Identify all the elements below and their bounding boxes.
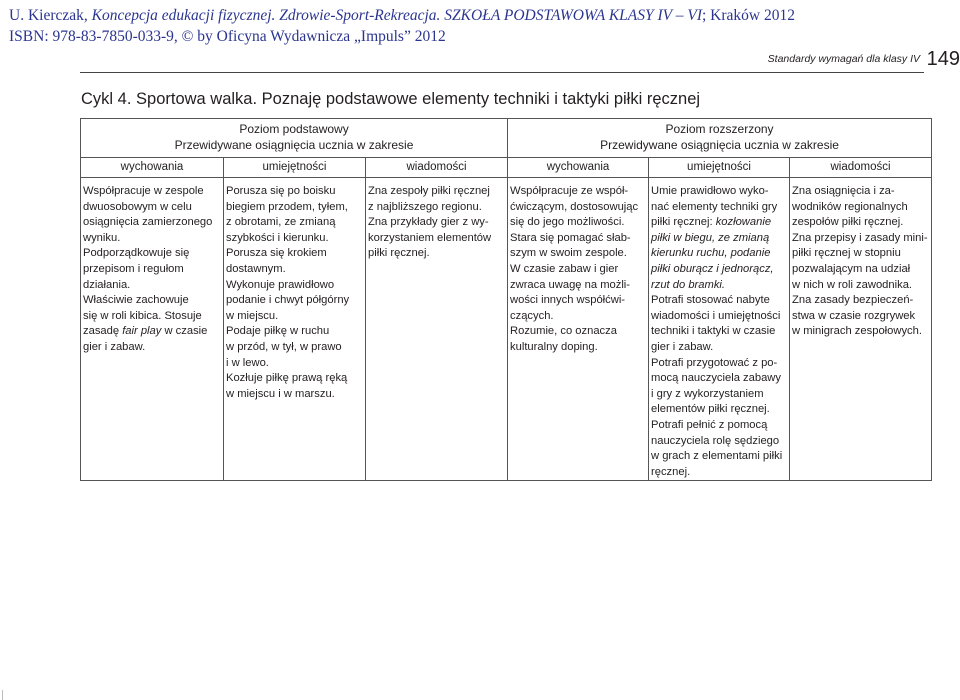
cell-line: Potrafi przygotować z po- <box>651 356 778 369</box>
cell-line: Podaje piłkę w ruchu <box>226 325 330 338</box>
cell-knowledge-basic <box>366 178 508 481</box>
cell-line: techniki i taktyki w czasie <box>651 325 776 338</box>
cell-line: Umie prawidłowo wyko- <box>651 185 769 197</box>
cell-line: się do jego możliwości. <box>510 216 625 229</box>
cell-line: zwraca uwagę na możli- <box>510 278 631 291</box>
cell-line: się w roli kibica. Stosuje <box>83 309 202 322</box>
cell-line: zespołów piłki ręcznej. <box>792 216 904 229</box>
category-header-row <box>81 158 932 178</box>
cell-line: podanie i chwyt półgórny <box>226 294 350 307</box>
cell-line: Potrafi pełnić z pomocą <box>651 418 768 431</box>
cell-line: Wykonuje prawidłowo <box>226 278 335 291</box>
cell-line: ćwiczącym, dostosowując <box>510 200 639 213</box>
cell-line: Współpracuje ze współ- <box>510 185 629 197</box>
cell-line: wiadomości i umiejętności <box>651 309 781 322</box>
cell-line: Rozumie, co oznacza <box>510 325 617 338</box>
level-header-row <box>81 119 932 158</box>
level-extended-subtitle: Przewidywane osiągnięcia ucznia w zakresie <box>600 138 839 152</box>
cell-line: w minigrach zespołowych. <box>792 325 922 338</box>
cell-line: nać elementy techniki gry <box>651 200 778 213</box>
cell-line: czących. <box>510 309 554 322</box>
cell-line: Zna przepisy i zasady mini- <box>792 231 928 244</box>
cell-line: Podporządkowuje się <box>83 247 190 260</box>
cycle-title: Cykl 4. Sportowa walka. Poznaję podstawowe elementy techniki i taktyki piłki ręcznej <box>81 90 701 108</box>
cell-line: działania. <box>83 278 131 291</box>
cell-line: Zna osiągnięcia i za- <box>792 185 895 197</box>
level-extended <box>508 119 932 158</box>
cell-line: w nich w roli zawodnika. <box>792 278 913 291</box>
cell-line: i gry z wykorzystaniem <box>651 387 764 400</box>
cell-upbringing-extended <box>508 178 649 481</box>
cell-skills-extended <box>649 178 790 481</box>
cell-line: Zna zasady bezpieczeń- <box>792 294 914 307</box>
cell-line: Zna przykłady gier z wy- <box>368 216 489 229</box>
category-knowledge-extended: wiadomości <box>790 158 932 178</box>
cell-line: elementów piłki ręcznej. <box>651 403 770 416</box>
cell-line: osiągnięcia zamierzonego <box>83 216 213 229</box>
cell-line: W czasie zabaw i gier <box>510 262 619 275</box>
cell-line: Współpracuje w zespole <box>83 185 204 197</box>
level-basic-title: Poziom podstawowy <box>239 122 349 136</box>
header-divider <box>80 72 924 73</box>
standards-label: Standardy wymagań dla klasy IV <box>767 53 920 65</box>
cell-line: gier i zabaw. <box>651 340 714 353</box>
cell-line: Porusza się krokiem <box>226 247 327 260</box>
level-basic <box>81 119 508 158</box>
cell-line: w miejscu i w marszu. <box>226 387 335 400</box>
cell-line: ręcznej. <box>651 465 691 478</box>
cell-line: zasadę fair play w czasie <box>83 325 208 338</box>
cell-line: Właściwie zachowuje <box>83 294 189 307</box>
cell-line: pozwalającym na udział <box>792 262 911 275</box>
category-upbringing-extended: wychowania <box>508 158 649 178</box>
cell-line: wyniku. <box>83 231 121 244</box>
cell-line: dwuosobowym w celu <box>83 200 192 213</box>
cell-line: z najbliższego regionu. <box>368 200 482 213</box>
cell-line: Potrafi stosować nabyte <box>651 294 770 307</box>
cell-line: z obrotami, ze zmianą <box>226 216 336 229</box>
content-row <box>81 178 932 481</box>
cell-line: w miejscu. <box>226 309 279 322</box>
header-title: Koncepcja edukacji fizycznej. Zdrowie-Sport-Rekreacja. SZKOŁA PODSTAWOWA KLASY IV – VI <box>91 7 702 24</box>
cell-line: wodników regionalnych <box>792 200 908 213</box>
category-knowledge-basic: wiadomości <box>366 158 508 178</box>
cell-line: przepisom i regułom <box>83 262 184 275</box>
cell-line: mocą nauczyciela zabawy <box>651 372 781 385</box>
category-skills-extended: umiejętności <box>649 158 790 178</box>
category-upbringing-basic: wychowania <box>81 158 224 178</box>
level-basic-subtitle: Przewidywane osiągnięcia ucznia w zakresie <box>174 138 414 152</box>
cell-line: Zna zespoły piłki ręcznej <box>368 185 490 197</box>
header-author: U. Kierczak, <box>9 7 92 24</box>
cell-upbringing-basic <box>81 178 224 481</box>
header-isbn-line: ISBN: 978-83-7850-033-9, © by Oficyna Wydawnicza „Impuls” 2012 <box>9 28 446 45</box>
cell-line: piłki w biegu, ze zmianą <box>651 231 770 244</box>
cell-line: stwa w czasie rozgrywek <box>792 309 916 322</box>
cell-line: w przód, w tył, w prawo <box>226 340 342 353</box>
cell-line: kulturalny doping. <box>510 340 598 353</box>
cell-skills-basic <box>224 178 366 481</box>
category-skills-basic: umiejętności <box>224 158 366 178</box>
cell-line: rzut do bramki. <box>651 278 726 291</box>
cell-line: kierunku ruchu, podanie <box>651 247 771 260</box>
cell-line: szym w swoim zespole. <box>510 247 627 260</box>
cell-line: szybkości i kierunku. <box>226 231 329 244</box>
italic-term: kozłowanie <box>715 216 772 229</box>
cell-line: w grach z elementami piłki <box>651 450 783 463</box>
page-number: 149 <box>926 48 960 70</box>
cell-line: piłki ręcznej: kozłowanie <box>651 216 772 229</box>
cell-line: wości innych współćwi- <box>510 294 626 307</box>
cell-line: Kozłuje piłkę prawą ręką <box>226 372 348 385</box>
page-edge-mark <box>2 690 3 700</box>
cell-line: i w lewo. <box>226 356 269 369</box>
cell-line: piłki oburącz i jednorącz, <box>651 262 774 275</box>
cell-knowledge-extended <box>790 178 932 481</box>
achievements-table <box>80 118 932 481</box>
header-place-year: ; Kraków 2012 <box>702 7 795 24</box>
cell-line: dostawnym. <box>226 262 286 275</box>
cell-line: gier i zabaw. <box>83 340 146 353</box>
header-citation-line <box>9 7 795 25</box>
cell-line: biegiem przodem, tyłem, <box>226 200 348 213</box>
cell-line: korzystaniem elementów <box>368 231 492 244</box>
cell-line: nauczyciela rolę sędziego <box>651 434 780 447</box>
cell-line: Porusza się po boisku <box>226 185 336 197</box>
cell-line: piłki ręcznej w stopniu <box>792 247 901 260</box>
level-extended-title: Poziom rozszerzony <box>665 122 774 136</box>
italic-term: fair play <box>122 325 162 338</box>
cell-line: piłki ręcznej. <box>368 247 430 260</box>
cell-line: Stara się pomagać słab- <box>510 231 631 244</box>
